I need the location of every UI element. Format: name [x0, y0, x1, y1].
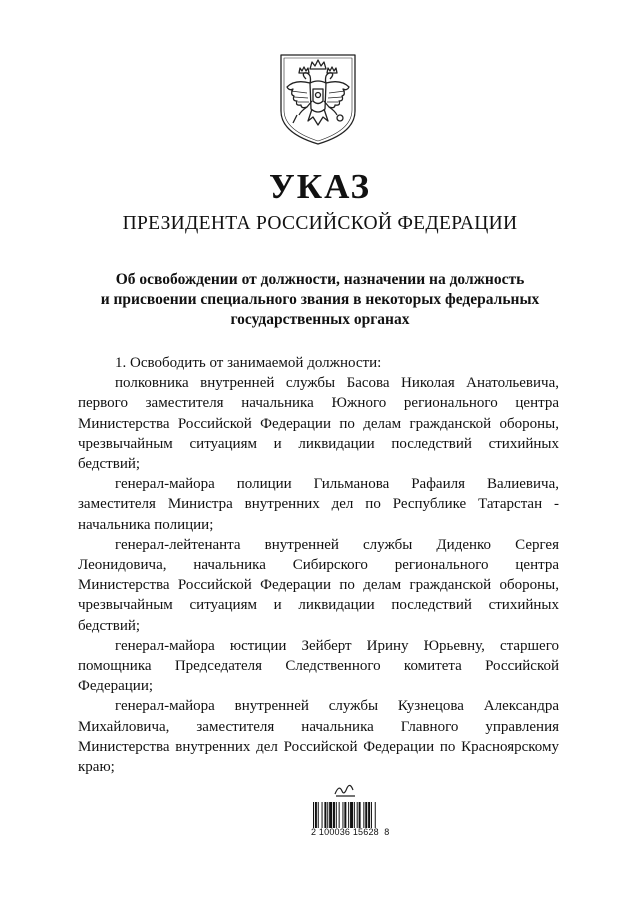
decree-heading-line: государственных органах — [230, 311, 410, 328]
barcode-block — [313, 782, 393, 838]
document-title: УКАЗ — [269, 167, 371, 206]
barcode-icon — [313, 802, 393, 828]
decree-heading-line: Об освобождении от должности, назначении на должность — [115, 271, 525, 288]
paragraph-basov: полковника внутренней службы Басова Николая Анатольевича, первого заместителя начальника Южного регионального центра Министерства Российской Федерации по делам гражданской обороны, чрезвычайным ситуациям и ликвидации последствий стихийных бедствий; — [78, 375, 559, 473]
decree-body — [78, 353, 559, 777]
handwritten-mark-icon — [333, 782, 357, 798]
coat-of-arms-icon — [277, 49, 359, 147]
document-subtitle: ПРЕЗИДЕНТА РОССИЙСКОЙ ФЕДЕРАЦИИ — [122, 213, 518, 234]
paragraph-zeybert: генерал-майора юстиции Зейберт Ирину Юрьевну, старшего помощника Председателя Следственного комитета Российской Федерации; — [78, 637, 559, 695]
barcode-number: 2 100036 15628 8 — [311, 827, 390, 837]
paragraph-kuznetsov: генерал-майора внутренней службы Кузнецова Александра Михайловича, заместителя начальника Главного управления Министерства внутренних дел Российской Федерации по Красноярскому краю; — [78, 698, 559, 776]
decree-heading — [70, 270, 570, 330]
paragraph-gilmanov: генерал-майора полиции Гильманова Рафаиля Валиевича, заместителя Министра внутренних дел по Республике Татарстан - начальника полиции; — [78, 476, 559, 533]
paragraph-item-1: 1. Освободить от занимаемой должности: — [115, 355, 382, 371]
decree-heading-line: и присвоении специального звания в некоторых федеральных — [100, 291, 540, 308]
paragraph-didenko: генерал-лейтенанта внутренней службы Диденко Сергея Леонидовича, начальника Сибирского регионального центра Министерства Российской Федерации по делам гражданской обороны, чрезвычайным ситуациям и ликвидации последствий стихийных бедствий; — [78, 536, 559, 634]
